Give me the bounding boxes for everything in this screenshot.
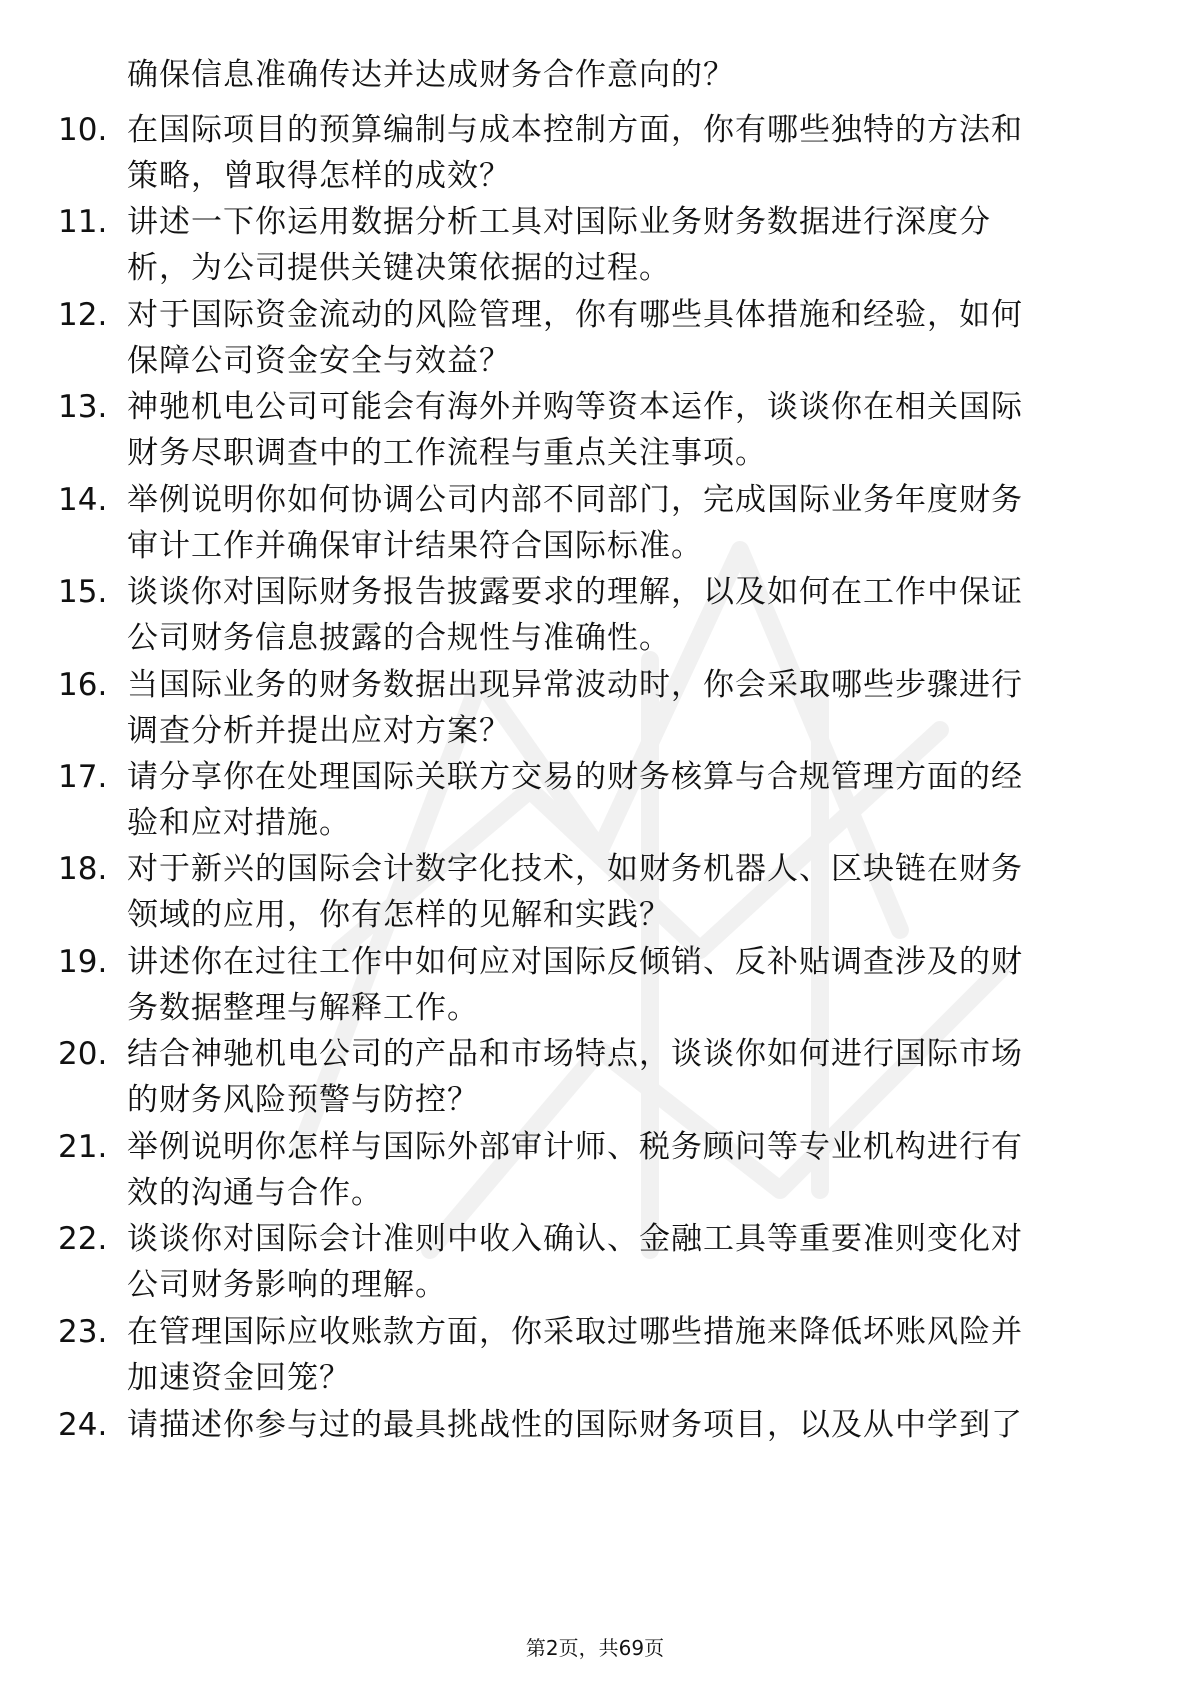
question-number: 16. (58, 667, 108, 703)
question-line: 谈谈你对国际会计准则中收入确认、金融工具等重要准则变化对 (127, 1221, 1023, 1257)
question-text (127, 1402, 1127, 1448)
question-line: 结合神驰机电公司的产品和市场特点，谈谈你如何进行国际市场 (127, 1036, 1023, 1072)
question-line: 对于国际资金流动的风险管理，你有哪些具体措施和经验，如何 (127, 297, 1023, 333)
question-number: 10. (58, 112, 108, 148)
question-line: 保障公司资金安全与效益？ (127, 343, 511, 379)
question-line: 神驰机电公司可能会有海外并购等资本运作，谈谈你在相关国际 (127, 389, 1023, 425)
page-footer: 第2页，共69页 (525, 1636, 665, 1660)
question-number: 18. (58, 851, 108, 887)
question-number: 14. (58, 482, 108, 518)
question-number: 20. (58, 1036, 108, 1072)
question-text (127, 107, 1127, 199)
question-line: 公司财务影响的理解。 (127, 1267, 447, 1303)
question-text (127, 1216, 1127, 1308)
question-number: 12. (58, 297, 108, 333)
question-line: 举例说明你如何协调公司内部不同部门，完成国际业务年度财务 (127, 482, 1023, 518)
question-number: 15. (58, 574, 108, 610)
question-text (127, 384, 1127, 476)
question-line: 当国际业务的财务数据出现异常波动时，你会采取哪些步骤进行 (127, 667, 1023, 703)
question-line: 效的沟通与合作。 (127, 1175, 383, 1211)
question-line: 在管理国际应收账款方面，你采取过哪些措施来降低坏账风险并 (127, 1314, 1023, 1350)
question-line: 讲述一下你运用数据分析工具对国际业务财务数据进行深度分 (127, 204, 991, 240)
question-number: 24. (58, 1407, 108, 1443)
question-text (127, 199, 1127, 291)
question-line: 审计工作并确保审计结果符合国际标准。 (127, 528, 703, 564)
question-number: 17. (58, 759, 108, 795)
question-line: 对于新兴的国际会计数字化技术，如财务机器人、区块链在财务 (127, 851, 1023, 887)
question-line: 加速资金回笼？ (127, 1360, 351, 1396)
question-line: 验和应对措施。 (127, 805, 351, 841)
question-line: 谈谈你对国际财务报告披露要求的理解，以及如何在工作中保证 (127, 574, 1023, 610)
question-number: 13. (58, 389, 108, 425)
question-line: 析，为公司提供关键决策依据的过程。 (127, 250, 671, 286)
question-text (127, 846, 1127, 938)
question-number: 23. (58, 1314, 108, 1350)
question-line: 财务尽职调查中的工作流程与重点关注事项。 (127, 435, 767, 471)
question-text (127, 1309, 1127, 1401)
question-line: 领域的应用，你有怎样的见解和实践？ (127, 897, 671, 933)
question-text (127, 754, 1127, 846)
question-text (127, 569, 1127, 661)
question-text (127, 662, 1127, 754)
question-number: 21. (58, 1129, 108, 1165)
question-line: 举例说明你怎样与国际外部审计师、税务顾问等专业机构进行有 (127, 1129, 1023, 1165)
question-text (127, 1031, 1127, 1123)
question-line: 策略，曾取得怎样的成效？ (127, 158, 511, 194)
question-line: 调查分析并提出应对方案？ (127, 713, 511, 749)
question-number: 22. (58, 1221, 108, 1257)
question-text (127, 1124, 1127, 1216)
question-text (127, 939, 1127, 1031)
question-line: 的财务风险预警与防控？ (127, 1082, 479, 1118)
question-line: 讲述你在过往工作中如何应对国际反倾销、反补贴调查涉及的财 (127, 944, 1023, 980)
question-line: 务数据整理与解释工作。 (127, 990, 479, 1026)
question-line: 请描述你参与过的最具挑战性的国际财务项目，以及从中学到了 (127, 1407, 1023, 1443)
continued-question-line: 确保信息准确传达并达成财务合作意向的？ (127, 57, 735, 93)
question-number: 19. (58, 944, 108, 980)
question-line: 请分享你在处理国际关联方交易的财务核算与合规管理方面的经 (127, 759, 1023, 795)
question-line: 在国际项目的预算编制与成本控制方面，你有哪些独特的方法和 (127, 112, 1023, 148)
question-number: 11. (58, 204, 108, 240)
question-line: 公司财务信息披露的合规性与准确性。 (127, 620, 671, 656)
question-text (127, 292, 1127, 384)
question-text (127, 477, 1127, 569)
